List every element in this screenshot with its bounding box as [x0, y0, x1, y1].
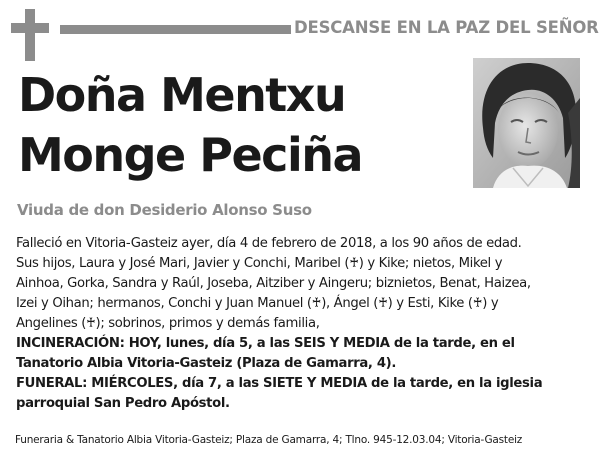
cremation-line: Tanatorio Albia Vitoria-Gasteiz (Plaza de Gamarra, 4).	[16, 356, 396, 371]
widow-of-line: Viuda de don Desiderio Alonso Suso	[17, 201, 312, 219]
name-line-1: Doña Mentxu	[18, 68, 346, 122]
body-line: Ainhoa, Gorka, Sandra y Raúl, Joseba, Aitziber y Aingeru; biznietos, Benat, Haizea,	[16, 276, 531, 291]
body-line: Izei y Oihan; hermanos, Conchi y Juan Manuel (♰), Ángel (♰) y Esti, Kike (♰) y	[16, 296, 499, 311]
name-line-2: Monge Peciña	[18, 128, 363, 182]
header-motto: DESCANSE EN LA PAZ DEL SEÑOR	[294, 18, 599, 37]
funeral-line: parroquial San Pedro Apóstol.	[16, 396, 230, 411]
body-line: Angelines (♰); sobrinos, primos y demás familia,	[16, 316, 320, 331]
body-line: Sus hijos, Laura y José Mari, Javier y Conchi, Maribel (♰) y Kike; nietos, Mikel y	[16, 256, 503, 271]
cremation-line: INCINERACIÓN: HOY, lunes, día 5, a las SEIS Y MEDIA de la tarde, en el	[16, 336, 515, 351]
funeral-home-footer: Funeraria & Tanatorio Albia Vitoria-Gasteiz; Plaza de Gamarra, 4; Tlno. 945-12.03.04; Vitoria-Gasteiz	[15, 434, 523, 446]
funeral-line: FUNERAL: MIÉRCOLES, día 7, a las SIETE Y MEDIA de la tarde, en la iglesia	[16, 376, 543, 391]
portrait-photo	[473, 58, 580, 188]
body-line: Falleció en Vitoria-Gasteiz ayer, día 4 de febrero de 2018, a los 90 años de edad.	[16, 236, 522, 251]
deceased-name	[18, 65, 362, 185]
cross-icon	[11, 9, 49, 61]
notice-body	[16, 234, 588, 414]
header-rule	[60, 25, 291, 34]
